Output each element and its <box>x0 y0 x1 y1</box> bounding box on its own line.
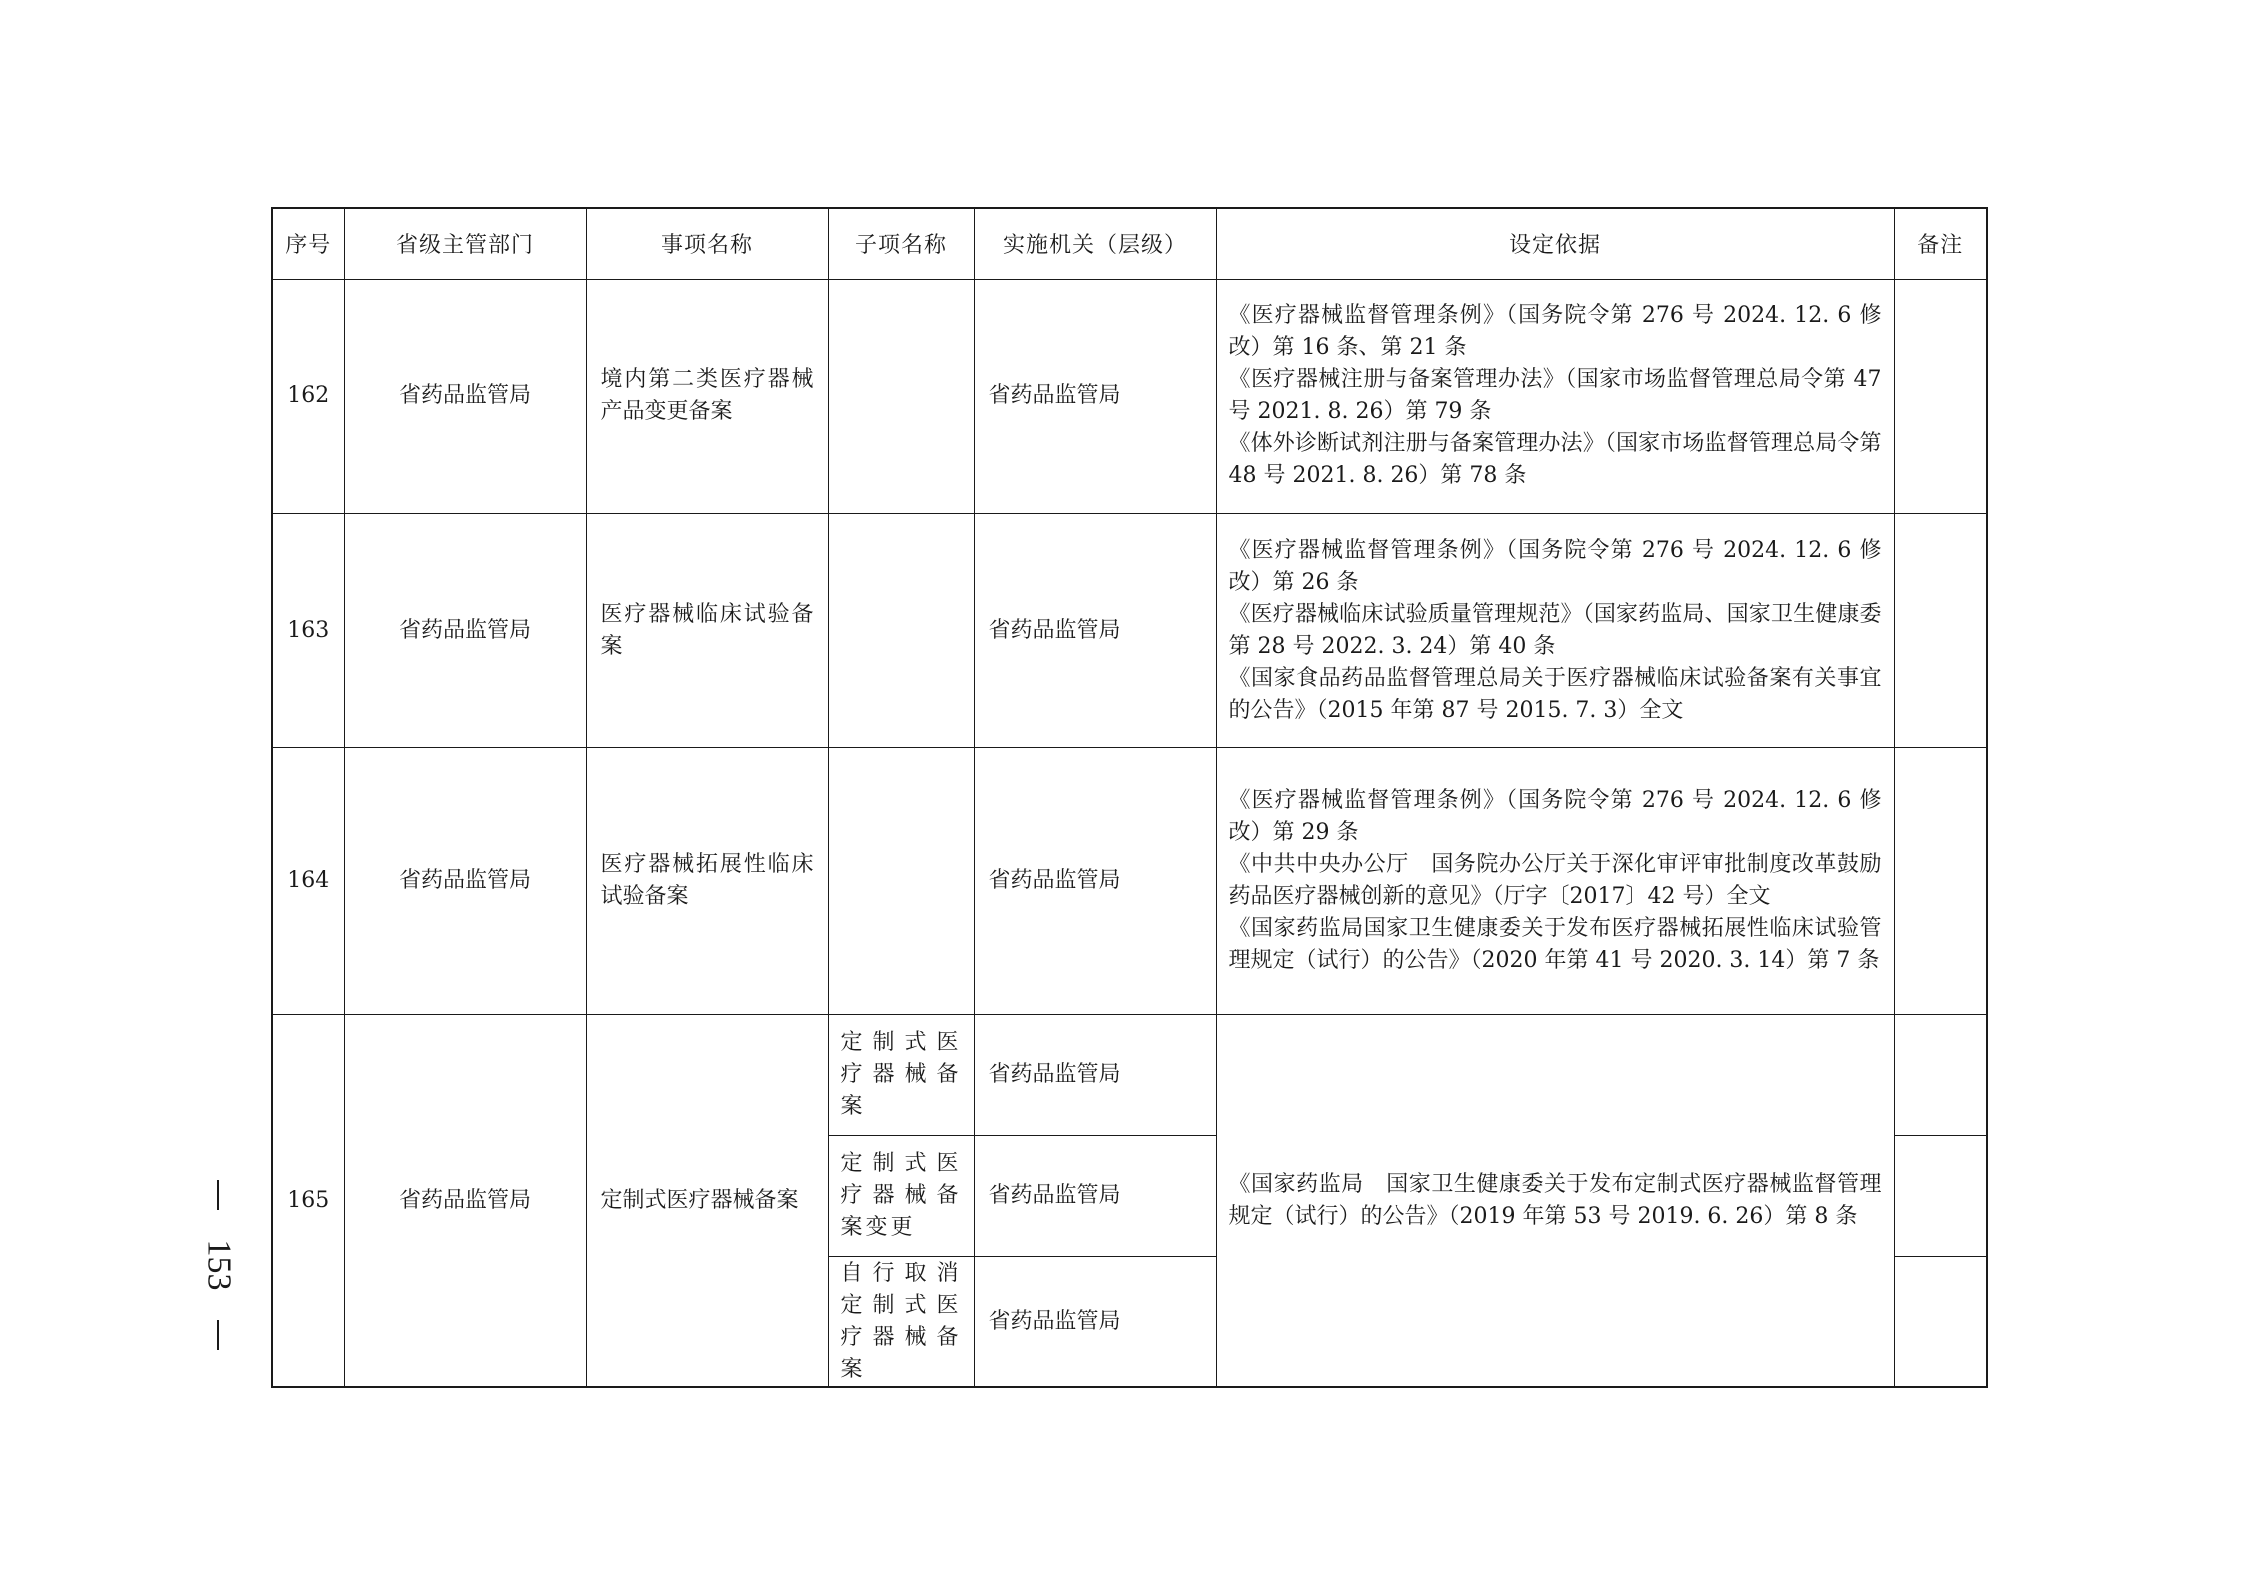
header-sub: 子项名称 <box>828 208 974 279</box>
table-row <box>272 1015 1987 1135</box>
page-number <box>190 1180 246 1350</box>
row-basis <box>1216 748 1894 1015</box>
row-no: 163 <box>272 514 344 748</box>
row-note <box>1894 1257 1987 1388</box>
row-sub <box>828 279 974 514</box>
header-basis: 设定依据 <box>1216 208 1894 279</box>
row-item: 境内第二类医疗器械产品变更备案 <box>586 279 828 514</box>
row-note <box>1894 514 1987 748</box>
row-sub <box>828 748 974 1015</box>
basis-line: 《医疗器械监督管理条例》（国务院令第 276 号 2024. 12. 6 修改）第 29 条 <box>1228 788 1882 846</box>
row-note <box>1894 1135 1987 1256</box>
row-basis <box>1216 279 1894 514</box>
row-note <box>1894 1015 1987 1135</box>
row-no: 165 <box>272 1015 344 1387</box>
header-org: 实施机关（层级） <box>974 208 1216 279</box>
page-number-dash <box>217 1320 219 1350</box>
row-org: 省药品监管局 <box>974 1135 1216 1256</box>
basis-line: 《国家食品药品监督管理总局关于医疗器械临床试验备案有关事宜的公告》（2015 年第 87 号 2015. 7. 3）全文 <box>1228 665 1882 723</box>
row-sub: 定制式医疗器械备案变更 <box>828 1135 974 1256</box>
row-org: 省药品监管局 <box>974 279 1216 514</box>
header-item: 事项名称 <box>586 208 828 279</box>
row-dept: 省药品监管局 <box>344 279 586 514</box>
row-basis <box>1216 514 1894 748</box>
row-sub: 自行取消定制式医疗器械备案 <box>828 1257 974 1388</box>
row-org: 省药品监管局 <box>974 1257 1216 1388</box>
row-note <box>1894 748 1987 1015</box>
row-dept: 省药品监管局 <box>344 748 586 1015</box>
table-row <box>272 279 1987 514</box>
header-note: 备注 <box>1894 208 1987 279</box>
row-sub <box>828 514 974 748</box>
table-row <box>272 748 1987 1015</box>
table-row <box>272 514 1987 748</box>
header-row <box>272 208 1987 279</box>
row-sub: 定制式医疗器械备案 <box>828 1015 974 1135</box>
basis-line: 《医疗器械临床试验质量管理规范》（国家药监局、国家卫生健康委第 28 号 2022. 3. 24）第 40 条 <box>1228 601 1882 659</box>
row-item: 医疗器械临床试验备案 <box>586 514 828 748</box>
row-basis: 《国家药监局 国家卫生健康委关于发布定制式医疗器械监督管理规定（试行）的公告》（2019 年第 53 号 2019. 6. 26）第 8 条 <box>1216 1015 1894 1387</box>
row-item: 医疗器械拓展性临床试验备案 <box>586 748 828 1015</box>
basis-line: 《医疗器械监督管理条例》（国务院令第 276 号 2024. 12. 6 修改）第 16 条、第 21 条 <box>1228 303 1882 361</box>
row-dept: 省药品监管局 <box>344 1015 586 1387</box>
row-org: 省药品监管局 <box>974 748 1216 1015</box>
header-dept: 省级主管部门 <box>344 208 586 279</box>
page-number-dash <box>217 1180 219 1210</box>
row-item: 定制式医疗器械备案 <box>586 1015 828 1387</box>
basis-line: 《国家药监局国家卫生健康委关于发布医疗器械拓展性临床试验管理规定（试行）的公告》（2020 年第 41 号 2020. 3. 14）第 7 条 <box>1228 916 1882 974</box>
row-org: 省药品监管局 <box>974 1015 1216 1135</box>
row-no: 162 <box>272 279 344 514</box>
item-table <box>271 207 1988 1388</box>
row-note <box>1894 279 1987 514</box>
header-no: 序号 <box>272 208 344 279</box>
basis-line: 《体外诊断试剂注册与备案管理办法》（国家市场监督管理总局令第 48 号 2021. 8. 26）第 78 条 <box>1228 431 1882 489</box>
basis-line: 《医疗器械注册与备案管理办法》（国家市场监督管理总局令第 47 号 2021. 8. 26）第 79 条 <box>1228 367 1882 425</box>
basis-line: 《中共中央办公厅 国务院办公厅关于深化审评审批制度改革鼓励药品医疗器械创新的意见》（厅字〔2017〕42 号）全文 <box>1228 852 1882 910</box>
row-dept: 省药品监管局 <box>344 514 586 748</box>
page-number-text: 153 <box>200 1239 237 1291</box>
row-org: 省药品监管局 <box>974 514 1216 748</box>
basis-line: 《医疗器械监督管理条例》（国务院令第 276 号 2024. 12. 6 修改）第 26 条 <box>1228 537 1882 595</box>
row-no: 164 <box>272 748 344 1015</box>
